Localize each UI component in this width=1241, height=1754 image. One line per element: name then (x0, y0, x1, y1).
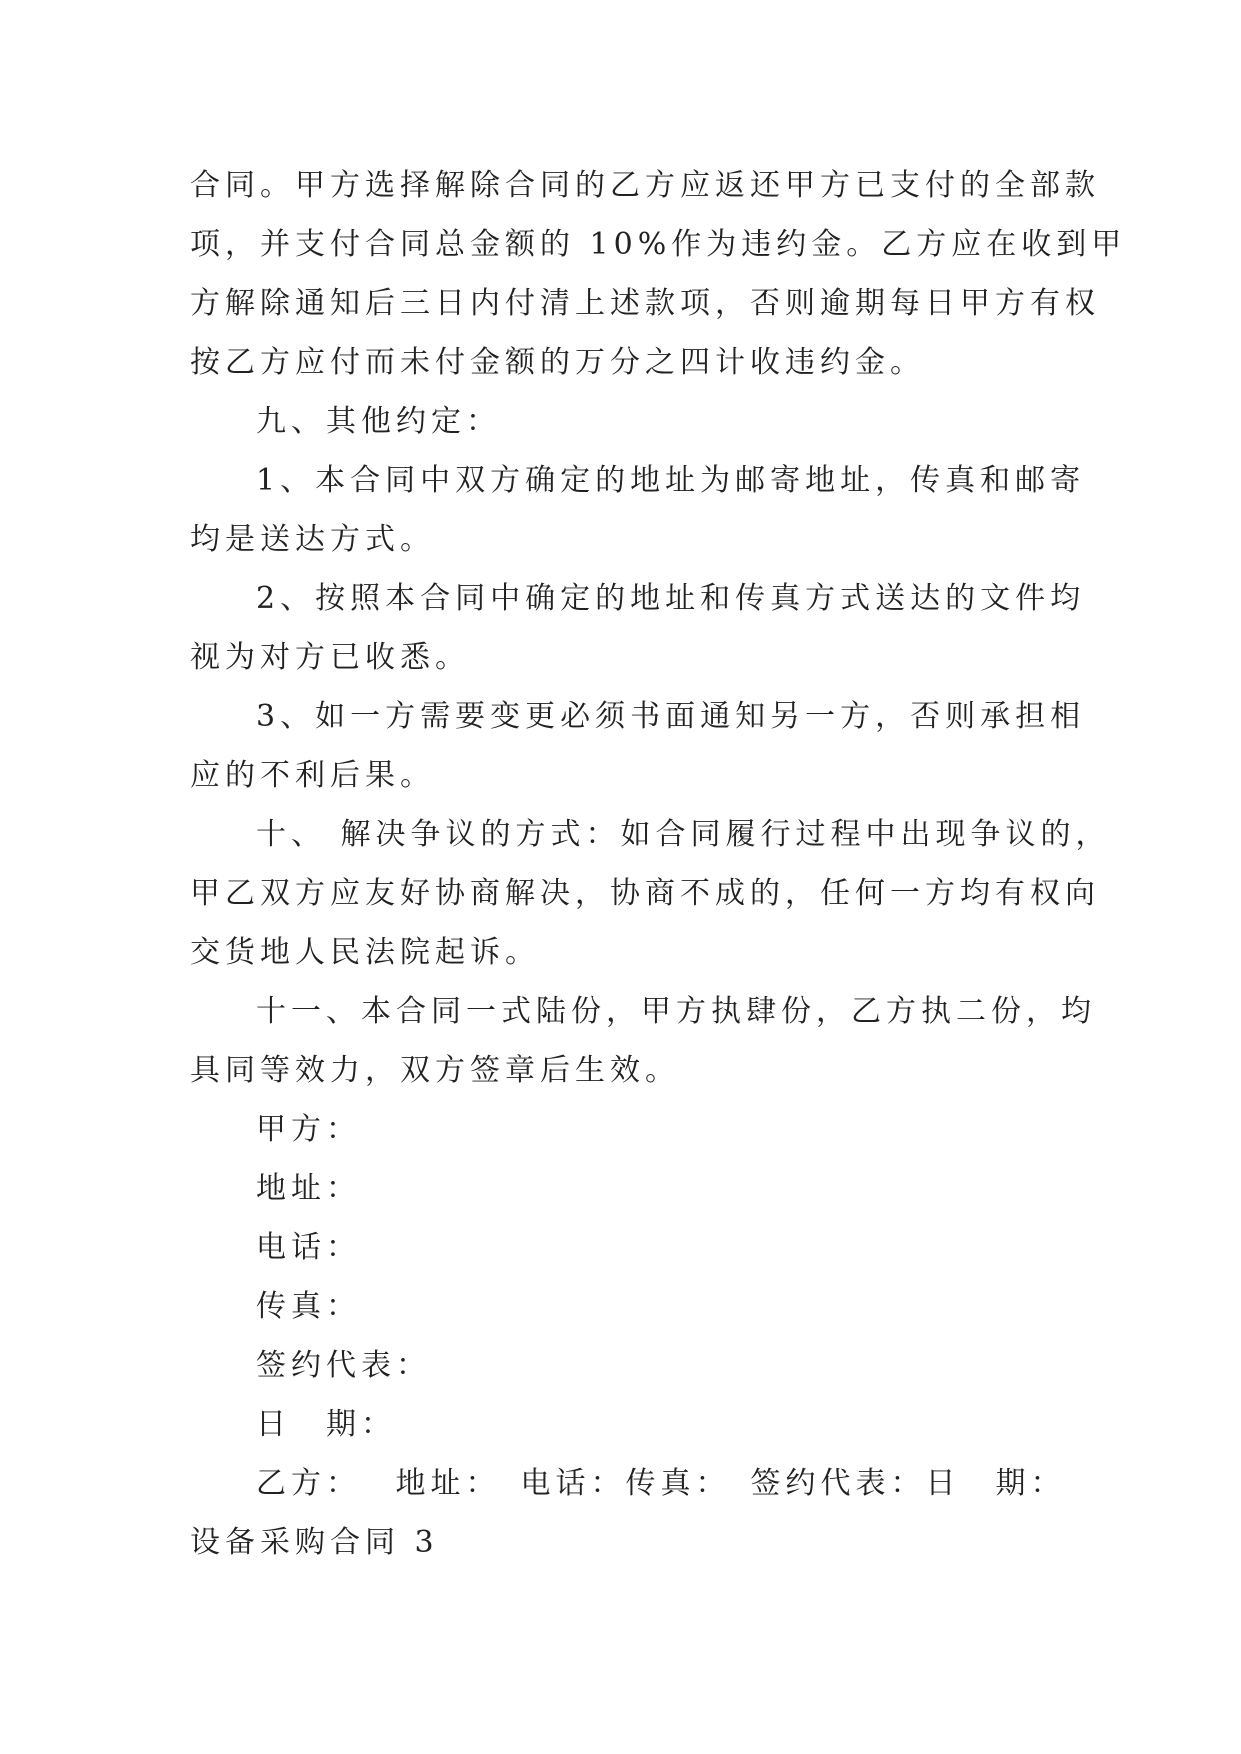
party-a-label: 甲方： (256, 1112, 361, 1147)
paragraph-line: 3、如一方需要变更必须书面通知另一方，否则承担相 (256, 699, 1086, 734)
paragraph-line: 项，并支付合同总金额的 10%作为违约金。乙方应在收到甲 (190, 227, 1127, 262)
section-heading-other-terms: 九、其他约定： (256, 404, 501, 439)
next-document-title: 设备采购合同 3 (190, 1525, 439, 1560)
representative-label: 签约代表： (256, 1348, 431, 1383)
paragraph-line: 2、按照本合同中确定的地址和传真方式送达的文件均 (256, 581, 1086, 616)
phone-label: 电话： (256, 1230, 361, 1265)
address-label: 地址： (256, 1171, 361, 1206)
date-label: 日 期： (256, 1407, 396, 1442)
paragraph-line: 视为对方已收悉。 (190, 640, 470, 675)
party-b-signature-line: 乙方： 地址： 电话：传真： 签约代表：日 期： (256, 1466, 1066, 1501)
paragraph-line: 合同。甲方选择解除合同的乙方应返还甲方已支付的全部款 (190, 168, 1100, 203)
section-copies: 十一、本合同一式陆份，甲方执肆份，乙方执二份，均 (256, 994, 1096, 1029)
document-body (190, 156, 1127, 1572)
paragraph-line: 具同等效力，双方签章后生效。 (190, 1053, 680, 1088)
paragraph-line: 均是送达方式。 (190, 522, 435, 557)
paragraph-line: 1、本合同中双方确定的地址为邮寄地址，传真和邮寄 (256, 463, 1086, 498)
paragraph-line: 按乙方应付而未付金额的万分之四计收违约金。 (190, 345, 925, 380)
paragraph-line: 甲乙双方应友好协商解决，协商不成的，任何一方均有权向 (190, 876, 1100, 911)
paragraph-line: 方解除通知后三日内付清上述款项，否则逾期每日甲方有权 (190, 286, 1100, 321)
paragraph-line: 应的不利后果。 (190, 758, 435, 793)
section-dispute-resolution: 十、 解决争议的方式：如合同履行过程中出现争议的， (256, 817, 1111, 852)
fax-label: 传真： (256, 1289, 361, 1324)
paragraph-line: 交货地人民法院起诉。 (190, 935, 540, 970)
